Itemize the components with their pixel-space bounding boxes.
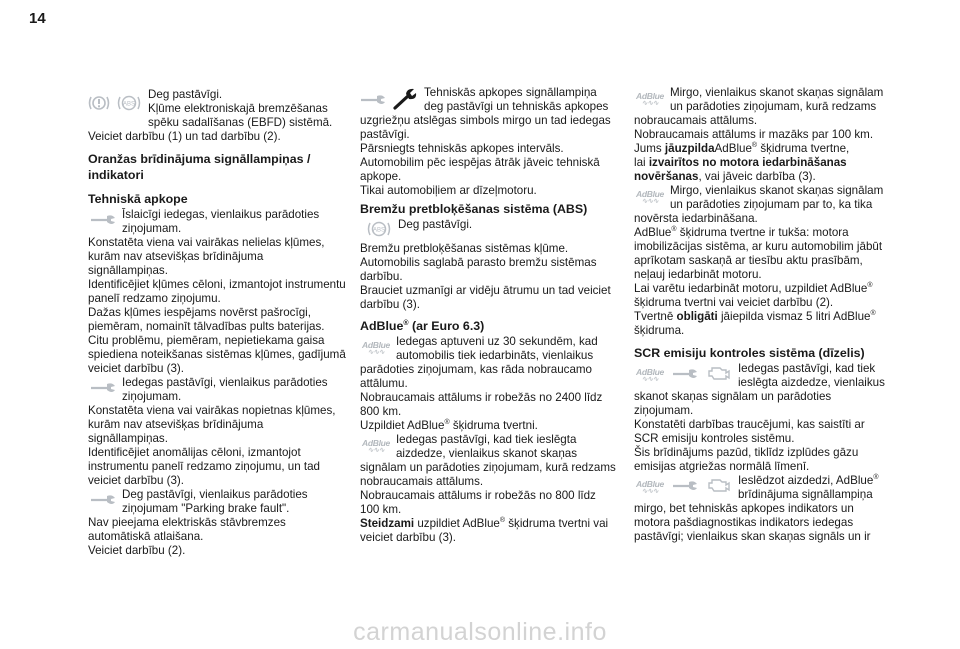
adblue-empty-tank: AdBlue® šķidruma tvertne ir tukša: motora imobilizācijas sistēma, ar kuru automobilim jābūt aprīkotam saskaņā ar tiesību aktu prasībām, neļauj iedarbināt motoru.	[634, 226, 883, 281]
svg-text:ABS: ABS	[122, 101, 136, 108]
adblue-empty-text: Mirgo, vienlaikus skanot skaņas signālam un parādoties ziņojumam par to, ka tika novērsta iedarbināšana.	[634, 184, 884, 225]
ebfd-line-2: Kļūme elektroniskajā bremzēšanas	[148, 102, 328, 115]
brake-warning-icon	[88, 94, 110, 116]
abs-icon	[116, 94, 142, 116]
heading-scr: SCR emisiju kontroles sistēma (dīzelis)	[634, 346, 865, 360]
heading-adblue: AdBlue® (ar Euro 6.3)	[360, 319, 485, 333]
abs-icon	[366, 220, 392, 242]
scr-ignition-item	[634, 474, 892, 544]
heading-abs: Bremžu pretbloķēšanas sistēma (ABS)	[360, 202, 588, 216]
adblue-flash-rest: Nobraucamais attālums ir mazāks par 100 km.	[634, 128, 874, 141]
column-1	[88, 88, 346, 558]
adblue-icon: AdBlue ∿∿∿	[362, 437, 390, 454]
adblue-30s-text: Iedegas aptuveni uz 30 sekundēm, kad automobilis tiek iedarbināts, vienlaikus parādoties ziņojumam, kas rāda nobraucamo attālumu.	[360, 335, 598, 390]
ebfd-line-3: spēku sadalīšanas (EBFD) sistēmā.	[148, 116, 333, 129]
abs-rest: Bremžu pretbloķēšanas sistēmas kļūme. Automobilis saglabā parasto bremžu sistēmas darbību. Brauciet uzmanīgi ar vidēju ātrumu un tad veiciet darbību (3).	[360, 242, 611, 311]
maintenance-temp-rest: Konstatēta viena vai vairākas nelielas kļūmes, kurām nav atsevišķas brīdinājuma signāllampiņas. Identificējiet kļūmes cēloni, izmantojot instrumentu panelī redzamo ziņojumu. Dažas kļūmes iespējams novērst pašrocīgi, piemēram, nomainīt tālvadības pults baterijas. Citu problēmu, piemēram, nepietiekama gaisa spiediena noteikšanas sistēmas kļūmes, gadījumā veiciet darbību (3).	[88, 236, 346, 375]
service-rest: Pārsniegts tehniskās apkopes intervāls. Automobilim pēc iespējas ātrāk jāveic tehniskā apkope. Tikai automobiļiem ar dīzeļmotoru.	[360, 142, 600, 197]
adblue-perm-item	[360, 433, 618, 545]
adblue-empty-min: Tvertnē obligāti jāiepilda vismaz 5 litri AdBlue® šķidruma.	[634, 310, 876, 337]
wrench-icon	[90, 214, 116, 228]
adblue-perm-urgent: Steidzami uzpildiet AdBlue® šķidruma tvertni vai veiciet darbību (3).	[360, 517, 609, 544]
adblue-icon: AdBlue ∿∿∿	[636, 478, 664, 495]
scr-rest: Konstatēti darbības traucējumi, kas saistīti ar SCR emisiju kontroles sistēmu. Šis brīdinājums pazūd, tiklīdz izplūdes gāzu emisijas atgriežas normālā līmenī.	[634, 418, 865, 473]
adblue-perm-text: Iedegas pastāvīgi, kad tiek ieslēgta aizdedze, vienlaikus skanot skaņas signālam un parādoties ziņojumam, kurā redzams nobraucamais attālums.	[360, 433, 616, 488]
watermark: carmanualsonline.info	[353, 618, 607, 646]
abs-item	[360, 218, 618, 312]
wrench-icon	[90, 382, 116, 396]
page-number: 14	[29, 10, 46, 27]
adblue-30s-item	[360, 335, 618, 433]
heading-orange-warnings: Oranžas brīdinājuma signāllampiņas / indikatori	[88, 152, 311, 182]
service-item	[360, 86, 618, 198]
column-3	[634, 86, 892, 544]
wrench-icon	[90, 494, 116, 508]
ebfd-line-4: Veiciet darbību (1) un tad darbību (2).	[88, 130, 281, 143]
adblue-empty-refill: Lai varētu iedarbināt motoru, uzpildiet AdBlue® šķidruma tvertni vai veiciet darbību (2).	[634, 282, 873, 309]
engine-icon	[706, 477, 732, 497]
engine-icon	[706, 365, 732, 385]
wrench-icon	[672, 368, 698, 382]
wrench-icon	[360, 94, 386, 108]
column-2	[360, 86, 618, 545]
maintenance-perm-text: Iedegas pastāvīgi, vienlaikus parādoties ziņojumam.	[122, 376, 328, 403]
maintenance-perm-rest: Konstatēta viena vai vairākas nopietnas kļūmes, kurām nav atsevišķas brīdinājuma signāllampiņas. Identificējiet anomālijas cēloni, izmantojot instrumentu panelī redzamo ziņojumu, un tad veiciet darbību (3).	[88, 404, 336, 487]
scr-text: Iedegas pastāvīgi, kad tiek ieslēgta aizdedze, vienlaikus skanot skaņas signālam un parādoties ziņojumam.	[634, 362, 885, 417]
wrench-dark-icon	[392, 88, 418, 114]
ebfd-item	[88, 88, 346, 144]
adblue-empty-item	[634, 184, 892, 338]
adblue-flash-item	[634, 86, 892, 184]
parking-brake-text: Deg pastāvīgi, vienlaikus parādoties ziņojumam "Parking brake fault".	[122, 488, 308, 515]
adblue-icon: AdBlue ∿∿∿	[636, 188, 664, 205]
adblue-perm-rest: Nobraucamais attālums ir robežās no 800 līdz 100 km.	[360, 489, 596, 516]
maintenance-temp-item	[88, 208, 346, 376]
scr-ignition-text: Ieslēdzot aizdedzi, AdBlue® brīdinājuma signāllampiņa mirgo, bet tehniskās apkopes indikators un motora pašdiagnostikas indikators iedegas pastāvīgi; vienlaikus skan skaņas signāls un ir	[634, 474, 879, 543]
adblue-flash-must: Jums jāuzpildaAdBlue® šķidruma tvertne,	[634, 142, 850, 155]
adblue-flash-text: Mirgo, vienlaikus skanot skaņas signālam un parādoties ziņojumam, kurā redzams nobraucamais attālums.	[634, 86, 884, 127]
ebfd-line-1: Deg pastāvīgi.	[148, 88, 223, 101]
maintenance-temp-text: Īslaicīgi iedegas, vienlaikus parādoties ziņojumam.	[122, 208, 320, 235]
svg-text:ABS: ABS	[372, 227, 386, 234]
maintenance-perm-item	[88, 376, 346, 488]
heading-maintenance: Tehniskā apkope	[88, 192, 188, 206]
adblue-icon: AdBlue ∿∿∿	[362, 339, 390, 356]
parking-brake-rest: Nav pieejama elektriskās stāvbremzes automātiskā atlaišana. Veiciet darbību (2).	[88, 516, 286, 557]
scr-item	[634, 362, 892, 474]
adblue-30s-fill: Uzpildiet AdBlue® šķidruma tvertni.	[360, 419, 538, 432]
parking-brake-item	[88, 488, 346, 558]
wrench-icon	[672, 480, 698, 494]
adblue-30s-rest: Nobraucamais attālums ir robežās no 2400 līdz 800 km.	[360, 391, 603, 418]
abs-text: Deg pastāvīgi.	[398, 218, 473, 231]
adblue-flash-avoid: lai izvairītos no motora iedarbināšanas novēršanas, vai jāveic darbība (3).	[634, 156, 847, 183]
adblue-icon: AdBlue ∿∿∿	[636, 366, 664, 383]
service-text: Tehniskās apkopes signāllampiņa deg pastāvīgi un tehniskās apkopes uzgriežņu atslēgas simbols mirgo un tad iedegas pastāvīgi.	[360, 86, 611, 141]
adblue-icon: AdBlue ∿∿∿	[636, 90, 664, 107]
